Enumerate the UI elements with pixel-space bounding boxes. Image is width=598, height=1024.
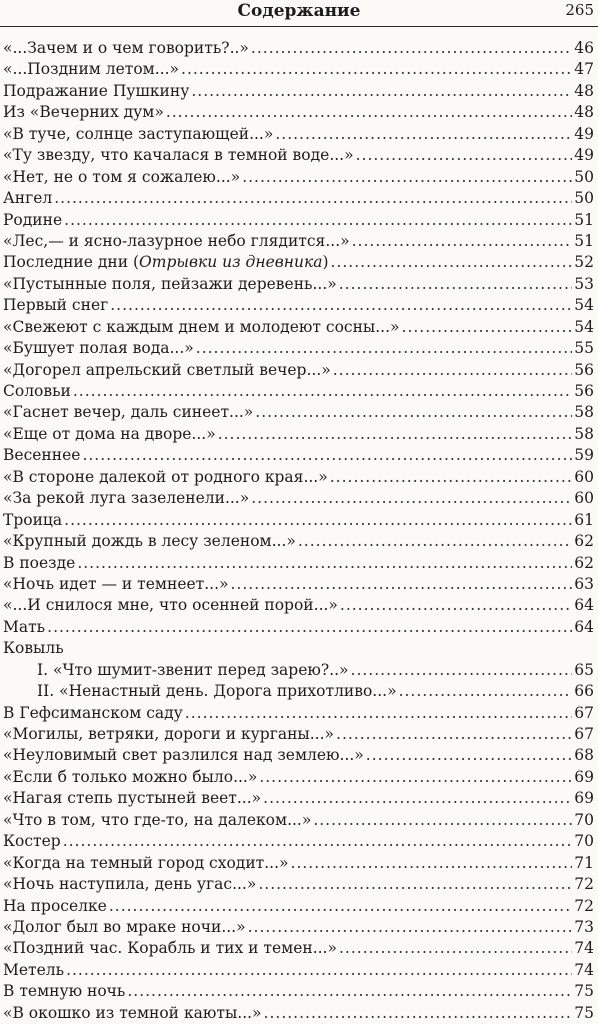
toc-entry-title-part: ) (322, 253, 329, 272)
toc-entry-title: «...И снилося мне, что осенней порой...» (3, 596, 338, 615)
toc-entry (3, 510, 594, 531)
toc-entry-page: 59 (574, 446, 594, 465)
toc-entry (3, 102, 594, 123)
dot-leader (356, 145, 573, 166)
toc-entry-title: Мать (3, 617, 46, 636)
toc-entry-title: «Лес,— и ясно-лазурное небо глядится...» (3, 231, 350, 250)
toc-entry-title: Троица (3, 510, 63, 529)
toc-entry-title: «Неуловимый свет разлился над землею...» (3, 746, 364, 765)
toc-entry-page: 68 (574, 746, 594, 765)
toc-entry-title: «...Зачем и о чем говорить?..» (3, 39, 249, 57)
toc-entry (3, 295, 594, 316)
toc-entry-page: 55 (574, 339, 594, 358)
toc-entry (3, 167, 594, 188)
toc-entry-page: 75 (574, 982, 594, 1001)
toc-entry (3, 145, 594, 166)
toc-entry (3, 638, 594, 659)
dot-leader (181, 59, 572, 80)
toc-entry (3, 467, 594, 488)
toc-entry-title: В поезде (3, 553, 76, 572)
toc-entry-title: Ковыль (3, 639, 64, 658)
dot-leader (64, 210, 572, 231)
toc-entry-title: Из «Вечерних дум» (3, 103, 164, 122)
dot-leader (109, 896, 572, 917)
dot-leader (127, 981, 572, 1002)
toc-entry (3, 767, 594, 788)
toc-entry-title: «Ночь идет — и темнеет...» (3, 574, 229, 593)
dot-leader (275, 124, 572, 145)
table-of-contents (3, 38, 594, 1024)
toc-entry-page: 62 (574, 532, 594, 551)
toc-entry-page: 48 (574, 103, 594, 122)
dot-leader (231, 574, 573, 595)
toc-entry-page: 60 (574, 467, 594, 486)
toc-entry-page: 54 (574, 317, 594, 336)
toc-entry-title: «Пустынные поля, пейзажи деревень...» (3, 274, 337, 293)
toc-entry-page: 51 (574, 231, 594, 250)
dot-leader (352, 231, 573, 252)
dot-leader (330, 467, 573, 488)
dot-leader (263, 788, 572, 809)
toc-entry-title: I. «Что шумит-звенит перед зарею?..» (37, 660, 349, 679)
toc-entry (3, 917, 594, 938)
toc-entry-page: 71 (574, 853, 594, 872)
dot-leader (242, 167, 572, 188)
toc-entry (3, 81, 594, 102)
dot-leader (191, 81, 572, 102)
toc-entry-title: «Свежеют с каждым днем и молодеют сосны...» (3, 317, 400, 336)
dot-leader (251, 488, 572, 509)
toc-entry-page: 69 (574, 789, 594, 808)
dot-leader (248, 917, 573, 938)
toc-entry-page: 67 (574, 725, 594, 743)
toc-entry-page: 50 (574, 189, 594, 208)
toc-entry-page: 53 (574, 274, 594, 293)
toc-entry (3, 124, 594, 145)
toc-entry (3, 38, 594, 59)
toc-entry-title: «Поздний час. Корабль и тих и темен...» (3, 939, 337, 958)
toc-entry (3, 488, 594, 509)
toc-entry (3, 231, 594, 252)
dot-leader (336, 724, 572, 745)
toc-entry-subtitle-italic: Отрывки из дневника (139, 253, 323, 272)
toc-entry (3, 745, 594, 766)
toc-entry-page: 58 (574, 403, 594, 422)
dot-leader (264, 1003, 573, 1024)
toc-entry-title (3, 252, 329, 273)
toc-entry (3, 402, 594, 423)
toc-entry (3, 445, 594, 466)
toc-entry-title: Родине (3, 210, 63, 229)
toc-entry (3, 874, 594, 895)
toc-entry (3, 210, 594, 231)
toc-entry (3, 703, 594, 724)
dot-leader (366, 745, 572, 766)
toc-entry-title: «Еще от дома на дворе...» (3, 424, 216, 443)
toc-entry-title-part: Последние дни ( (3, 253, 140, 272)
dot-leader (185, 703, 572, 724)
toc-entry-page: 46 (574, 39, 594, 57)
toc-entry-page: 48 (574, 81, 594, 100)
page-title: Содержание (237, 1, 361, 21)
toc-entry-title: «Гаснет вечер, даль синеет...» (3, 403, 254, 422)
toc-entry-page: 69 (574, 767, 594, 786)
toc-entry-page: 52 (574, 253, 594, 272)
toc-entry-page: 72 (574, 896, 594, 915)
toc-entry-title: Костер (3, 832, 61, 851)
toc-entry-page: 67 (574, 703, 594, 722)
toc-entry-page: 73 (574, 917, 594, 936)
toc-entry (3, 317, 594, 338)
dot-leader (64, 510, 572, 531)
toc-entry-page: 75 (574, 1003, 594, 1022)
toc-entry-title: «В туче, солнце заступающей...» (3, 124, 274, 143)
toc-entry-page: 74 (574, 939, 594, 958)
toc-entry (3, 831, 594, 852)
toc-entry-title: «Нагая степь пустыней веет...» (3, 789, 262, 808)
toc-entry-title: «Догорел апрельский светлый вечер...» (3, 360, 331, 379)
toc-entry (3, 724, 594, 745)
toc-entry (3, 59, 594, 80)
toc-entry-title: Первый снег (3, 296, 109, 315)
dot-leader (166, 102, 572, 123)
toc-entry (3, 531, 594, 552)
toc-entry-page: 56 (574, 360, 594, 379)
toc-entry (3, 274, 594, 295)
dot-leader (339, 274, 573, 295)
toc-entry (3, 252, 594, 273)
dot-leader (259, 767, 572, 788)
toc-entry-page: 56 (574, 382, 594, 400)
toc-entry-title: «За рекой луга зазеленели...» (3, 489, 250, 508)
toc-entry-title: На проселке (3, 896, 107, 915)
toc-entry-title: «Если б только можно было...» (3, 767, 258, 786)
dot-leader (82, 445, 572, 466)
toc-entry-page: 70 (574, 832, 594, 851)
dot-leader (77, 553, 572, 574)
running-head (0, 0, 598, 27)
toc-entry-page: 72 (574, 875, 594, 894)
toc-entry (3, 381, 594, 402)
toc-entry-page: 66 (574, 682, 594, 701)
dot-leader (73, 381, 572, 402)
dot-leader (333, 360, 573, 381)
toc-entry (3, 338, 594, 359)
toc-entry-page: 49 (574, 124, 594, 143)
toc-entry-page: 63 (574, 574, 594, 593)
toc-entry-page: 64 (574, 617, 594, 636)
toc-entry-page: 58 (574, 424, 594, 443)
dot-leader (258, 874, 572, 895)
toc-entry (3, 938, 594, 959)
toc-entry (3, 788, 594, 809)
toc-entry (3, 617, 594, 638)
dot-leader (351, 660, 573, 681)
dot-leader (298, 531, 572, 552)
toc-entry (3, 574, 594, 595)
dot-leader (63, 831, 573, 852)
page-number: 265 (565, 1, 594, 19)
toc-entry-title: Метель (3, 960, 65, 979)
dot-leader (47, 617, 572, 638)
toc-entry-title: В темную ночь (3, 982, 126, 1001)
toc-entry-title: «Ночь наступила, день угас...» (3, 875, 257, 894)
dot-leader (66, 960, 572, 981)
toc-entry-title: «Могилы, ветряки, дороги и курганы...» (3, 725, 335, 743)
toc-entry-page: 70 (574, 810, 594, 829)
toc-entry (3, 896, 594, 917)
toc-entry-page: 50 (574, 167, 594, 186)
toc-entry-title: «Бушует полая вода...» (3, 339, 194, 358)
dot-leader (255, 402, 572, 423)
toc-entry-title: «Ту звезду, что качалася в темной воде...» (3, 146, 354, 165)
dot-leader (402, 317, 573, 338)
toc-entry (3, 188, 594, 209)
toc-entry-page: 49 (574, 146, 594, 165)
toc-entry-title: Подражание Пушкину (3, 81, 190, 100)
toc-entry-title: «В окошко из темной каюты...» (3, 1003, 262, 1022)
toc-entry-title: «Что в том, что где-то, на далеком...» (3, 810, 312, 829)
dot-leader (196, 338, 573, 359)
dot-leader (54, 188, 572, 209)
toc-entry-page: 60 (574, 489, 594, 508)
toc-entry-page: 65 (574, 660, 594, 679)
dot-leader (399, 681, 573, 702)
dot-leader (313, 810, 572, 831)
toc-entry-page: 61 (574, 510, 594, 529)
toc-entry-title: «В стороне далекой от родного края...» (3, 467, 328, 486)
dot-leader (331, 252, 573, 273)
toc-entry-page: 64 (574, 596, 594, 615)
toc-entry-page: 47 (574, 60, 594, 79)
toc-entry-title: В Гефсиманском саду (3, 703, 183, 722)
dot-leader (251, 38, 572, 59)
toc-entry (3, 360, 594, 381)
toc-entry-page: 74 (574, 960, 594, 979)
toc-entry (3, 853, 594, 874)
toc-entry-title: Весеннее (3, 446, 81, 465)
toc-entry-page: 62 (574, 553, 594, 572)
toc-entry-title: «Долог был во мраке ночи...» (3, 917, 246, 936)
toc-entry (3, 981, 594, 1002)
toc-entry (3, 553, 594, 574)
toc-entry (3, 1003, 594, 1024)
toc-entry (3, 595, 594, 616)
dot-leader (110, 295, 572, 316)
toc-entry (3, 660, 594, 681)
toc-entry-title: II. «Ненастный день. Дорога прихотливо...» (37, 682, 397, 701)
toc-entry-title: «Когда на темный город сходит...» (3, 853, 289, 872)
toc-entry (3, 810, 594, 831)
toc-entry (3, 681, 594, 702)
toc-entry-page: 51 (574, 210, 594, 229)
toc-entry-page: 54 (574, 296, 594, 315)
toc-entry-title: «...Поздним летом...» (3, 60, 180, 79)
dot-leader (291, 853, 573, 874)
dot-leader (340, 595, 572, 616)
toc-entry-title: «Крупный дождь в лесу зеленом...» (3, 532, 296, 551)
toc-entry-title: «Нет, не о том я сожалею...» (3, 167, 241, 186)
dot-leader (339, 938, 572, 959)
toc-entry-title: Ангел (3, 189, 53, 208)
toc-entry (3, 424, 594, 445)
dot-leader (218, 424, 573, 445)
toc-entry-title: Соловьи (3, 382, 71, 400)
toc-entry (3, 960, 594, 981)
